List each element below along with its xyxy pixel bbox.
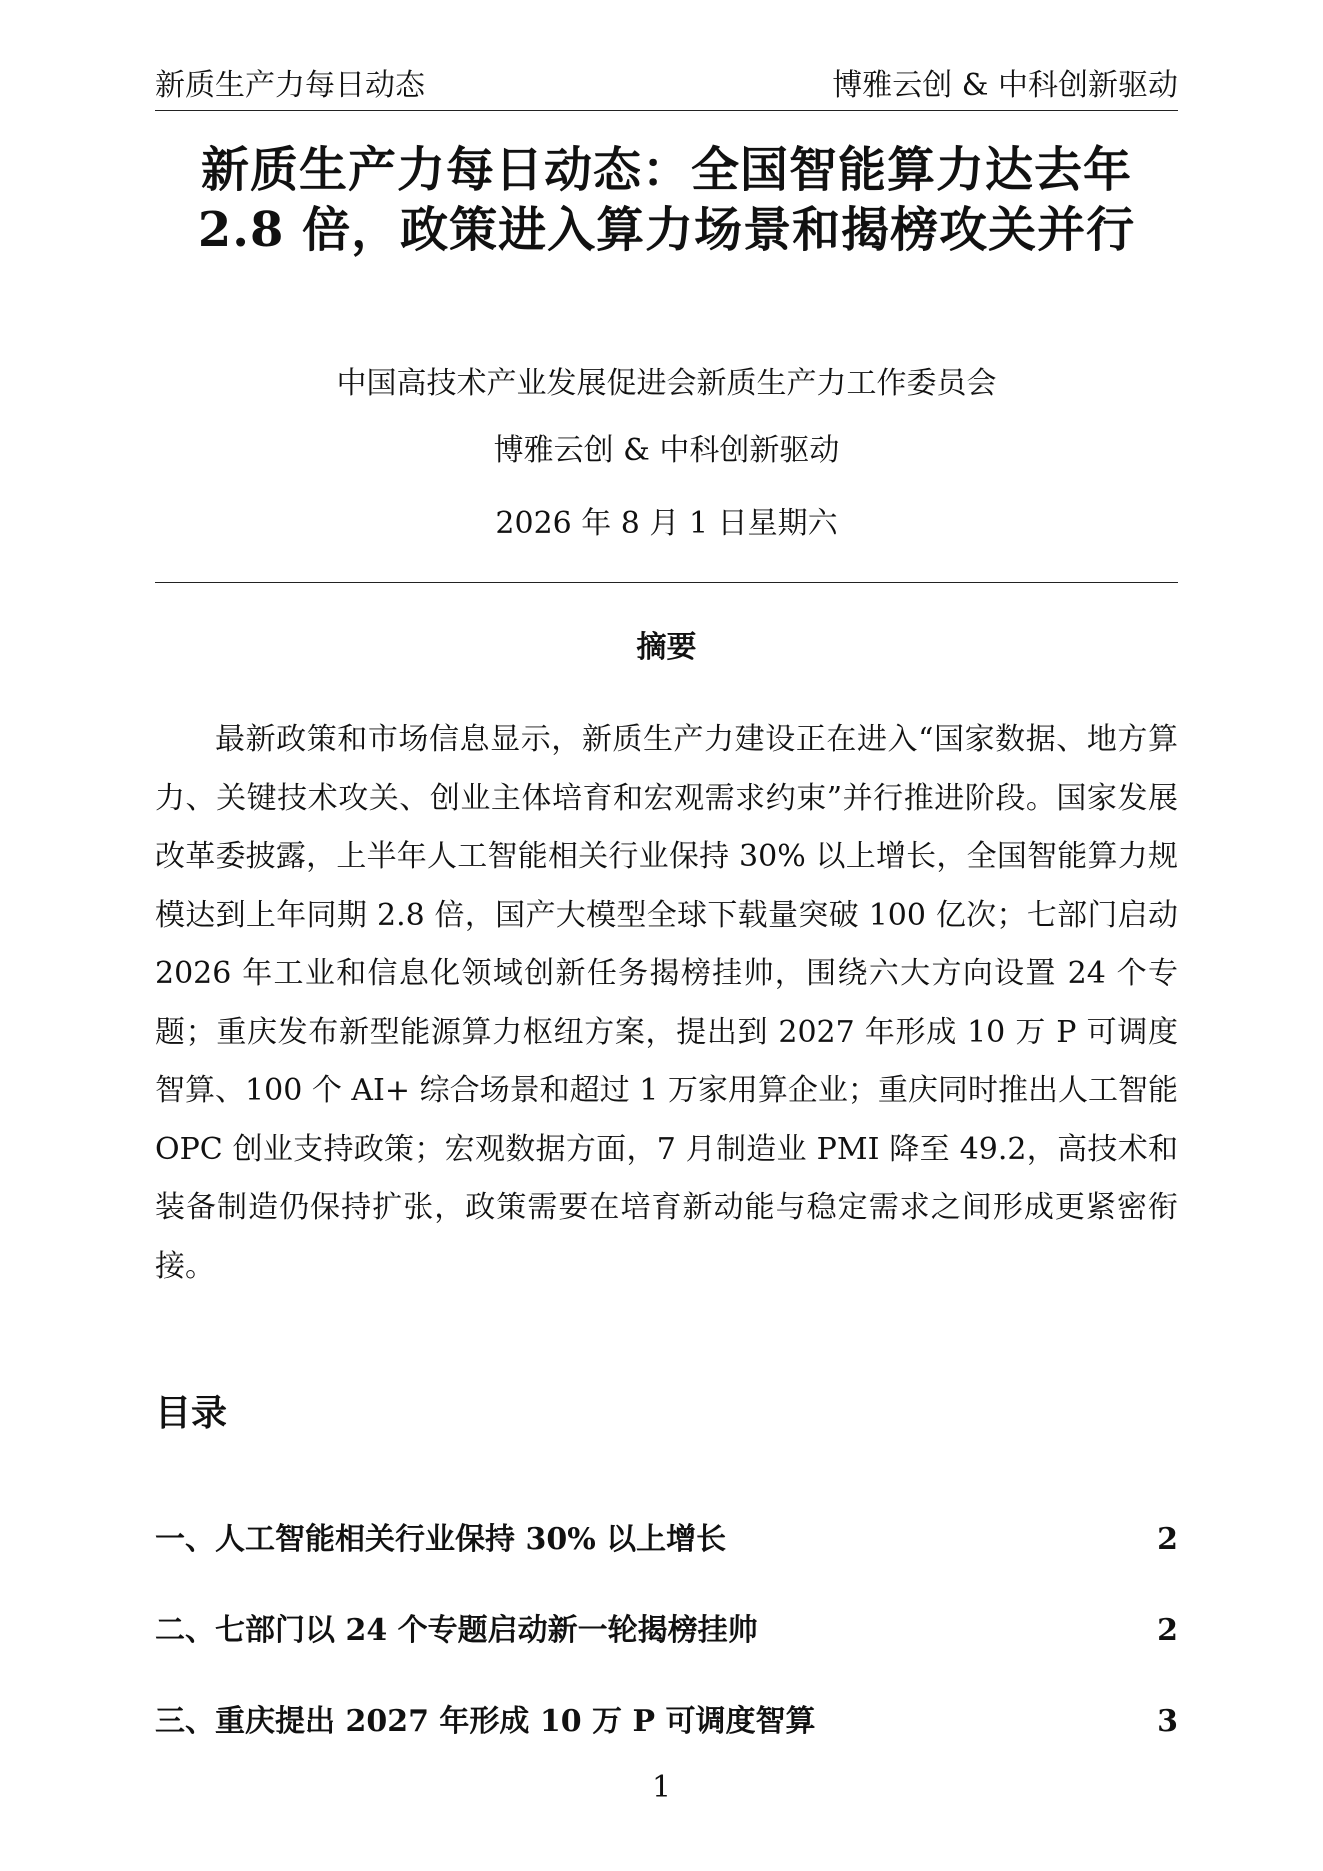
toc-item-page: 3	[1157, 1704, 1178, 1739]
toc-item-label: 一、人工智能相关行业保持 30% 以上增长	[155, 1522, 727, 1557]
toc-item-label: 三、重庆提出 2027 年形成 10 万 P 可调度智算	[155, 1704, 816, 1739]
running-header	[155, 58, 1178, 111]
date-line: 2026 年 8 月 1 日星期六	[495, 506, 838, 541]
toc-item-1[interactable]	[155, 1520, 1178, 1611]
organization-line: 中国高技术产业发展促进会新质生产力工作委员会	[336, 366, 997, 401]
header-left-title: 新质生产力每日动态	[155, 68, 425, 103]
title-divider	[155, 582, 1178, 583]
toc-item-label: 二、七部门以 24 个专题启动新一轮揭榜挂帅	[155, 1613, 758, 1648]
abstract-heading: 摘要	[636, 630, 697, 665]
page-number: 1	[651, 1770, 672, 1805]
authors-line: 博雅云创 & 中科创新驱动	[493, 433, 840, 468]
toc-item-page: 2	[1157, 1613, 1178, 1648]
toc-heading: 目录	[155, 1392, 228, 1434]
abstract-body: 最新政策和市场信息显示，新质生产力建设正在进入“国家数据、地方算力、关键技术攻关、创业主体培育和宏观需求约束”并行推进阶段。国家发展改革委披露，上半年人工智能相关行业保持 30% 以上增长，全国智能算力规模达到上年同期 2.8 倍，国产大模型全球下载量突破 100 亿次；七部门启动 2026 年工业和信息化领域创新任务揭榜挂帅，围绕六大方向设置 24 个专题；重庆发布新型能源算力枢纽方案，提出到 2027 年形成 10 万 P 可调度智算、100 个 AI+ 综合场景和超过 1 万家用算企业；重庆同时推出人工智能 OPC 创业支持政策；宏观数据方面，7 月制造业 PMI 降至 49.2，高技术和装备制造仍保持扩张，政策需要在培育新动能与稳定需求之间形成更紧密衔接。	[155, 722, 1178, 1284]
table-of-contents	[155, 1520, 1178, 1793]
toc-item-page: 2	[1157, 1522, 1178, 1557]
document-title: 新质生产力每日动态：全国智能算力达去年 2.8 倍，政策进入算力场景和揭榜攻关并行	[197, 142, 1136, 258]
toc-item-2[interactable]	[155, 1611, 1178, 1702]
header-right-authors: 博雅云创 & 中科创新驱动	[832, 68, 1178, 103]
